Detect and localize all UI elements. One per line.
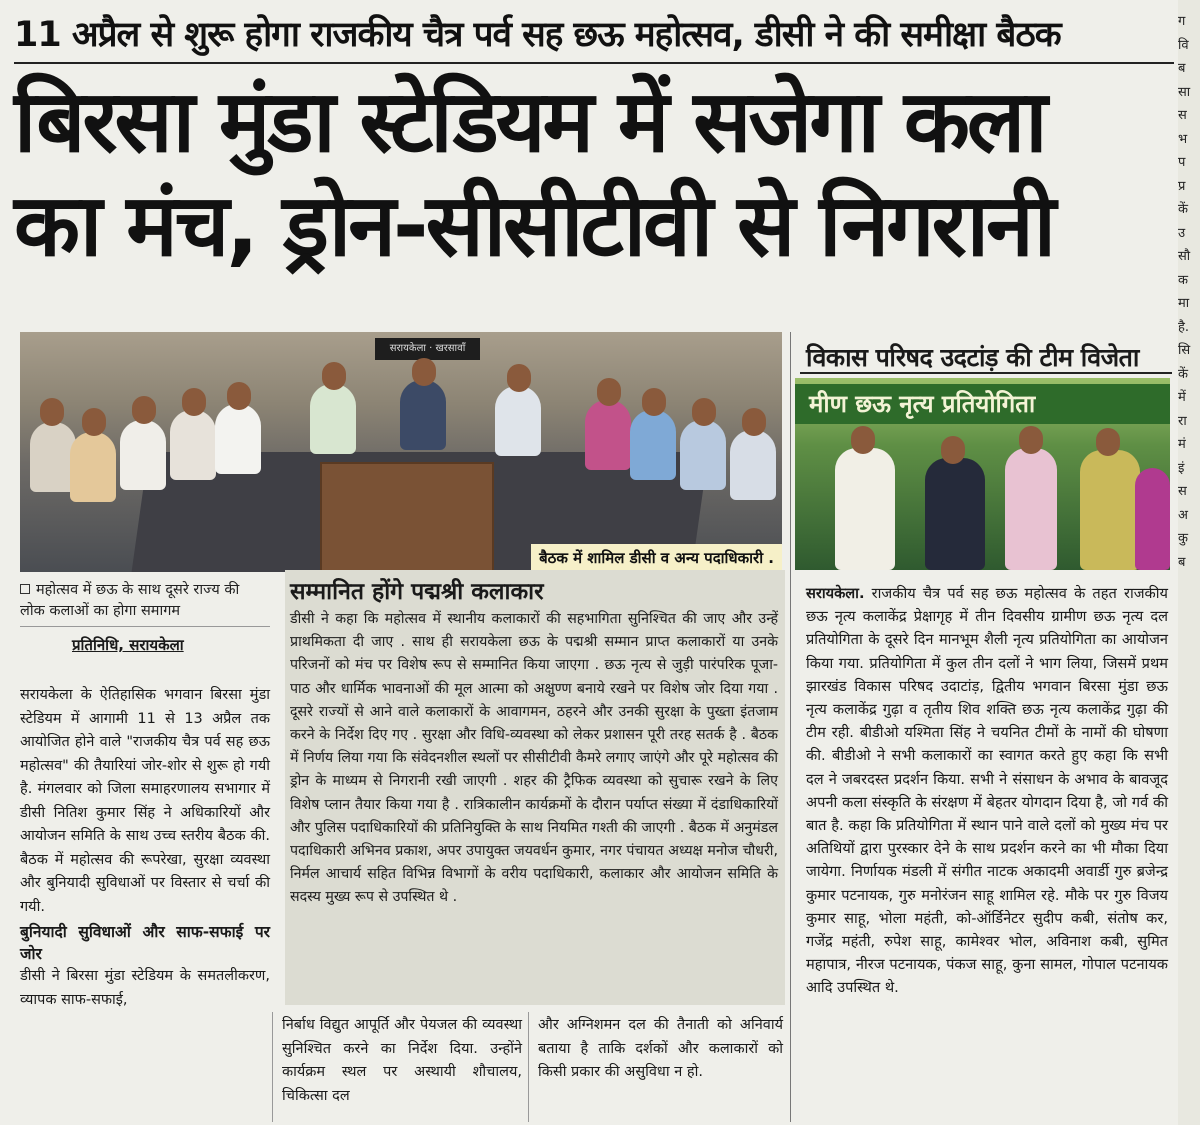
photo-screen-text: सरायकेला · खरसावाँ xyxy=(375,338,480,360)
bullet-text: महोत्सव में छऊ के साथ दूसरे राज्य की लोक कलाओं का होगा समागम xyxy=(20,582,240,619)
side-story-dateline: सरायकेला. xyxy=(806,585,865,602)
divider xyxy=(14,62,1174,64)
photo-person xyxy=(215,404,261,474)
main-headline xyxy=(14,70,1174,278)
photo-person-head xyxy=(1019,426,1043,454)
side-story-underline xyxy=(800,372,1172,374)
photo-person xyxy=(495,386,541,456)
col3-tail xyxy=(538,1014,783,1085)
box-body xyxy=(290,608,778,910)
side-story-body xyxy=(806,582,1168,1000)
photo-person xyxy=(835,448,895,570)
photo-person xyxy=(1135,468,1170,570)
photo-person-head xyxy=(597,378,621,406)
photo-person xyxy=(120,420,166,490)
meeting-photo xyxy=(20,332,782,572)
photo-person-head xyxy=(1096,428,1120,456)
photo-person-head xyxy=(40,398,64,426)
photo-person xyxy=(1005,448,1057,570)
photo-person xyxy=(585,400,631,470)
photo-person-head xyxy=(412,358,436,386)
bullet-square-icon xyxy=(20,584,30,594)
photo-person xyxy=(310,384,356,454)
col1-tail: डीसी ने बिरसा मुंडा स्टेडियम के समतलीकरण, व्यापक साफ-सफाई, xyxy=(20,968,270,1008)
headline-line-1: बिरसा मुंडा स्टेडियम में सजेगा कला xyxy=(14,72,1045,172)
side-story-title: विकास परिषद उदटांड़ की टीम विजेता xyxy=(806,343,1139,372)
photo-person xyxy=(400,380,446,450)
cropped-adjacent-column xyxy=(1178,0,1200,1125)
photo-person-head xyxy=(227,382,251,410)
photo-banner: मीण छऊ नृत्य प्रतियोगिता xyxy=(795,384,1170,424)
kicker-headline: 11 अप्रैल से शुरू होगा राजकीय चैत्र पर्व सह छऊ महोत्सव, डीसी ने की समीक्षा बैठक xyxy=(14,15,1061,55)
photo-person-head xyxy=(182,388,206,416)
byline: प्रतिनिधि, सरायकेला xyxy=(72,636,184,654)
divider xyxy=(20,626,270,627)
box-body-text: डीसी ने कहा कि महोत्सव में स्थानीय कलाकारों की सहभागिता सुनिश्चित की जाए और उन्हें प्राथमिकता दी जाए . साथ ही सरायकेला छऊ के पद्मश्री सम्मान प्राप्त कलाकारों या उनके परिजनों को मंच पर विशेष रूप से सम्मानित किया जाएगा . छऊ नृत्य से जुड़ी पारंपरिक पूजा-पाठ और धार्मिक भावनाओं की मूल आत्मा को अक्षुण्ण बनाये रखने पर विशेष जोर दिया गया . दूसरे राज्यों से आने वाले कलाकारों के आवागमन, ठहरने और उनकी सुरक्षा के पुख्ता इंतजाम करने के निर्देश दिए गए . सुरक्षा और विधि-व्यवस्था को लेकर प्रशासन पूरी तरह सतर्क है . बैठक में निर्णय लिया गया कि संवेदनशील स्थलों पर सीसीटीवी कैमरे लगाए जाएंगे और पूरे महोत्सव की ड्रोन के माध्यम से निगरानी रखी जाएगी . शहर की ट्रैफिक व्यवस्था को सुचारू रखने के लिए विशेष प्लान तैयार किया गया है . रात्रिकालीन कार्यक्रमों के दौरान पर्याप्त संख्या में दंडाधिकारियों और पुलिस पदाधिकारियों की प्रतिनियुक्ति के साथ नियमित गश्ती की जाएगी . बैठक में अनुमंडल पदाधिकारी अभिनव प्रकाश, अपर उपायुक्त जयवर्धन कुमार, नगर पंचायत अध्यक्ष मनोज चौधरी, निर्मल आचार्य सहित विभिन्न विभागों के वरीय पदाधिकारी, कलाकार और आयोजन समिति के सदस्य मुख्य रूप से उपस्थित थे . xyxy=(290,611,778,906)
headline-line-2: का मंच, ड्रोन-सीसीटीवी से निगरानी xyxy=(14,176,1054,276)
main-body-text: सरायकेला के ऐतिहासिक भगवान बिरसा मुंडा स्टेडियम में आगामी 11 से 13 अप्रैल तक आयोजित होने वाले "राजकीय चैत्र पर्व सह छऊ महोत्सव" की तैयारियां जोर-शोर से शुरू हो गयी है. मंगलवार को जिला समाहरणालय सभागार में डीसी नितिश कुमार सिंह ने अधिकारियों और आयोजन समिति के साथ उच्च स्तरीय बैठक की. बैठक में महोत्सव की रूपरेखा, सुरक्षा व्यवस्था और बुनियादी सुविधाओं पर विस्तार से चर्चा की गयी. xyxy=(20,687,270,915)
column-rule xyxy=(790,332,791,1122)
divider xyxy=(528,1012,529,1122)
photo-caption: बैठक में शामिल डीसी व अन्य पदाधिकारी . xyxy=(531,544,782,572)
photo-person xyxy=(170,410,216,480)
subhead: बुनियादी सुविधाओं और साफ-सफाई पर जोर xyxy=(20,923,270,963)
highlight-bullet xyxy=(20,580,265,622)
photo-person xyxy=(630,410,676,480)
photo-person-head xyxy=(642,388,666,416)
box-title: सम्मानित होंगे पद्मश्री कलाकार xyxy=(290,579,544,605)
photo-person-head xyxy=(941,436,965,464)
side-story-text: राजकीय चैत्र पर्व सह छऊ महोत्सव के तहत राजकीय छऊ नृत्य कलाकेंद्र प्रेक्षागृह में तीन दिवसीय ग्रामीण छऊ नृत्य दल प्रतियोगिता के दूसरे दिन मानभूम शैली नृत्य प्रतियोगिता का आयोजन किया गया. प्रतियोगिता में कुल तीन दलों ने भाग लिया, जिसमें प्रथम झारखंड विकास परिषद उदाटांड़, द्वितीय भगवान बिरसा मुंडा छऊ नृत्य कलाकेंद्र गुढ़ा व तृतीय शिव शक्ति छऊ नृत्य कलाकेंद्र गुढ़ा की टीम रही. बीडीओ यश्मिता सिंह ने चयनित टीमों के नामों की घोषणा की. बीडीओ ने सभी कलाकारों का स्वागत करते हुए कहा कि सभी दल ने जबरदस्त प्रदर्शन किया. सभी ने संसाधन के अभाव के बावजूद अपनी कला संस्कृति के संरक्षण में बेहतर योगदान दिया है, जो गर्व की बात है. कहा कि प्रतियोगिता में स्थान पाने वाले दलों को मुख्य मंच पर अतिथियों द्वारा पुरस्कार देने के साथ प्रदर्शन करने का भी मौका दिया जायेगा. निर्णायक मंडली में संगीत नाटक अकादमी अवार्डी गुरु ब्रजेन्द्र कुमार पटनायक, गुरु मनोरंजन साहू शामिल रहे. मौके पर गुरु विजय कुमार साहू, भोला महंती, को-ऑर्डिनेटर सुदीप कबी, संतोष कर, गजेंद्र महंती, रुपेश साहू, कामेश्वर भोल, अविनाश कबी, सुमित महापात्र, नीरज पटनायक, पंकज साहू, कुना सामल, गोपाल पटनायक आदि उपस्थित थे. xyxy=(806,585,1168,997)
divider xyxy=(272,1012,273,1122)
photo-person-head xyxy=(742,408,766,436)
photo-person xyxy=(70,432,116,502)
cropped-column-text: ग वि ब सा स भ प प्र कें उ सौ क मा है. सि कें में रा मं इं स अ कु ब xyxy=(1178,14,1191,570)
photo-cabinet xyxy=(320,462,494,572)
photo-person xyxy=(1080,450,1140,570)
photo-person-head xyxy=(851,426,875,454)
photo-person xyxy=(680,420,726,490)
col3-tail-text: और अग्निशमन दल की तैनाती को अनिवार्य बताया है ताकि दर्शकों और कलाकारों को किसी प्रकार की असुविधा न हो. xyxy=(538,1017,783,1080)
photo-person-head xyxy=(132,396,156,424)
photo-person-head xyxy=(82,408,106,436)
photo-person-head xyxy=(692,398,716,426)
photo-person xyxy=(925,458,985,570)
photo-person-head xyxy=(322,362,346,390)
award-photo xyxy=(795,378,1170,570)
main-body xyxy=(20,684,270,1012)
col2-tail xyxy=(282,1014,522,1108)
photo-person xyxy=(730,430,776,500)
photo-person-head xyxy=(507,364,531,392)
col2-tail-text: निर्बाध विद्युत आपूर्ति और पेयजल की व्यवस्था सुनिश्चित करने का निर्देश दिया. उन्होंने कार्यक्रम स्थल पर अस्थायी शौचालय, चिकित्सा दल xyxy=(282,1017,522,1104)
